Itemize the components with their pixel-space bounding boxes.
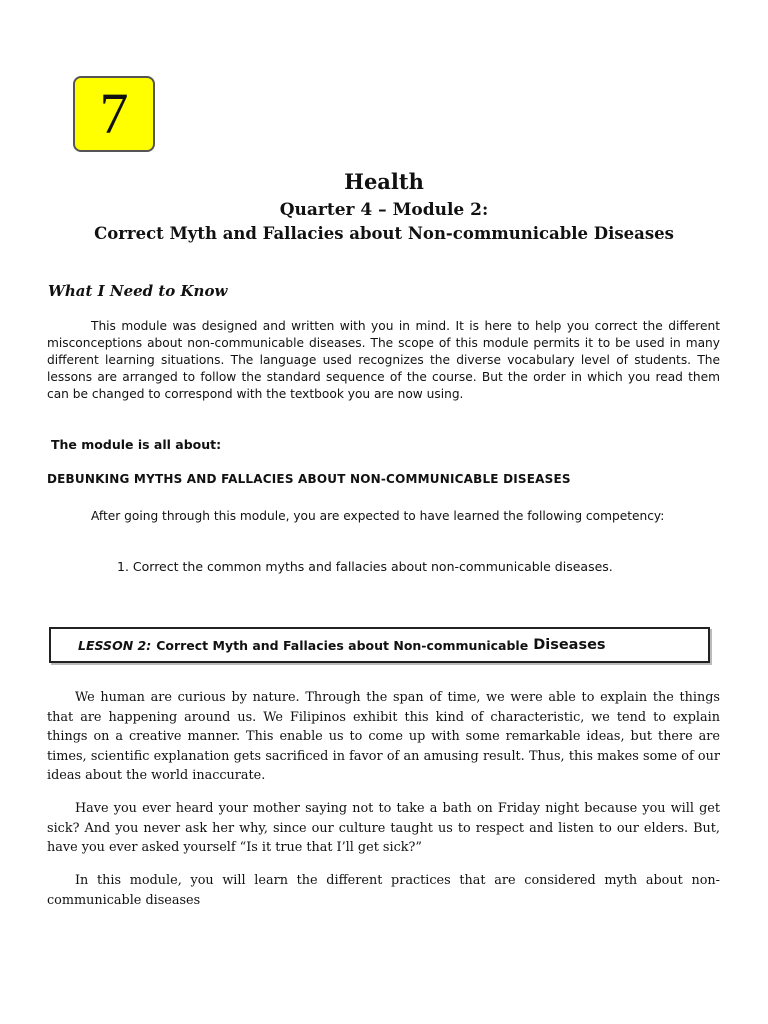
what-i-need-to-know-heading: What I Need to Know: [48, 282, 228, 300]
body-paragraph-2: Have you ever heard your mother saying not to take a bath on Friday night because you will get sick? And you never ask her why, since our culture taught us to respect and listen to our elders. But, have you ever asked yourself “Is it true that I’ll get sick?”: [47, 801, 720, 855]
lesson-title: Correct Myth and Fallacies about Non-communicable: [156, 637, 529, 653]
intro-paragraph: This module was designed and written with you in mind. It is here to help you correct the different misconceptions about non-communicable diseases. The scope of this module permits it to be used in many different learning situations. The language used recognizes the diverse vocabulary level of students. The lessons are arranged to follow the standard sequence of the course. But the order in which you read them can be changed to correspond with the textbook you are now using.: [47, 319, 720, 401]
module-about-label: The module is all about:: [51, 437, 222, 452]
competency-list-item: 1. Correct the common myths and fallacies about non-communicable diseases.: [117, 559, 613, 574]
module-topic-title: Correct Myth and Fallacies about Non-communicable Diseases: [94, 224, 674, 243]
module-title-block: [0, 168, 768, 246]
grade-number: 7: [99, 81, 129, 146]
quarter-module-title: Quarter 4 – Module 2:: [279, 200, 489, 220]
grade-level-badge: [73, 76, 155, 152]
lesson-number-label: LESSON 2:: [78, 637, 152, 653]
body-paragraph-1: We human are curious by nature. Through the span of time, we were able to explain the things that are happening around us. We Filipinos exhibit this kind of characteristic, we tend to explain things on a creative manner. This enable us to come up with some remarkable ideas, but there are times, scientific explanation gets sacrificed in favor of an amusing result. Thus, this makes some of our ideas about the world inaccurate.: [47, 690, 720, 783]
module-topic-caps-heading: DEBUNKING MYTHS AND FALLACIES ABOUT NON-COMMUNICABLE DISEASES: [47, 472, 571, 486]
lesson-title-last-word: Diseases: [533, 637, 606, 653]
body-paragraph-3: In this module, you will learn the different practices that are considered myth about non-communicable diseases: [47, 873, 720, 908]
subject-title: Health: [344, 169, 424, 194]
lesson-title-box: [49, 627, 710, 663]
competency-intro-paragraph: After going through this module, you are expected to have learned the following competency:: [91, 509, 665, 523]
